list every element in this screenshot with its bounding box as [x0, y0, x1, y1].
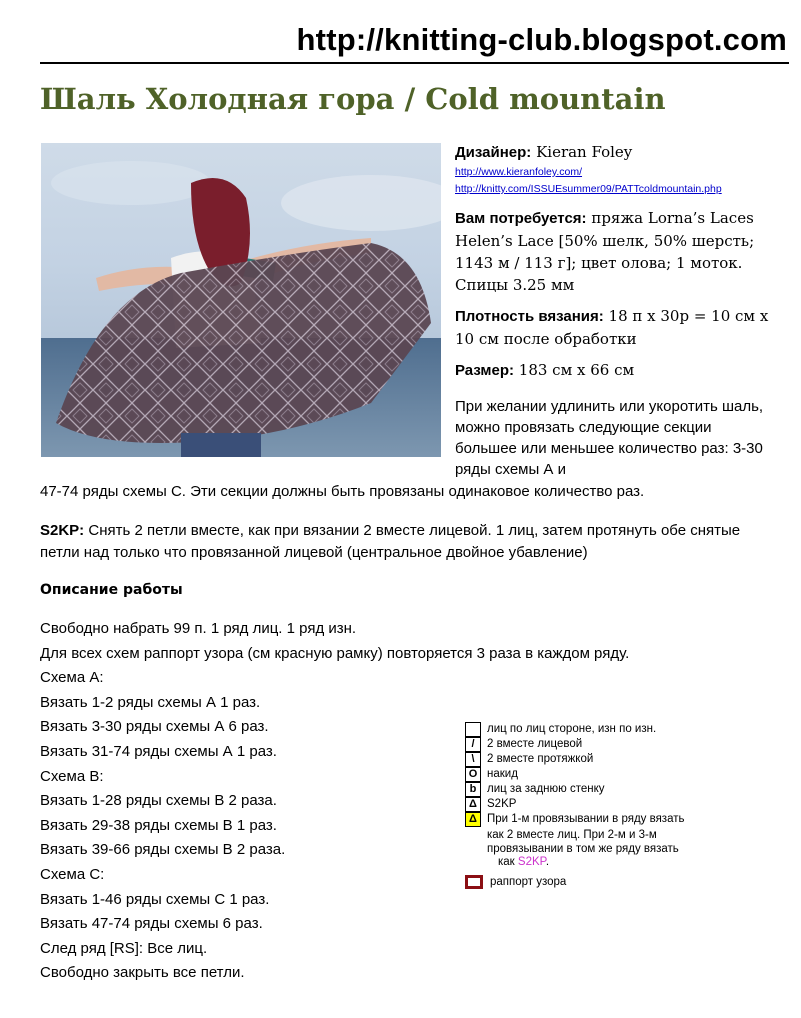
materials-value: пряжа Lorna’s Laces Helen’s Lace [50% шелк, 50% шерсть; 1143 м / 113 г]; цвет олова; 1 моток. Спицы 3.25 мм — [455, 209, 755, 294]
instruction-line: Вязать 31-74 ряды схемы А 1 раз. — [40, 742, 277, 760]
instruction-line: Вязать 39-66 ряды схемы В 2 раза. — [40, 841, 286, 859]
site-url: http://knitting-club.blogspot.com — [296, 22, 787, 57]
chart-legend — [465, 722, 710, 890]
instruction-line: Схема А: — [40, 669, 104, 687]
s2kp-text: Снять 2 петли вместе, как при вязании 2 вместе лицевой. 1 лиц, затем протянуть обе снятые петли над только что провязанной лицевой (центральное двойное убавление) — [40, 522, 741, 561]
legend-yo-label: накид — [487, 768, 518, 780]
legend-special-line4-prefix: как — [498, 856, 518, 868]
gauge-line — [455, 305, 790, 350]
spacer — [455, 296, 790, 305]
size-line — [455, 359, 790, 382]
spacer — [455, 350, 790, 359]
description-heading: Описание работы — [40, 582, 183, 598]
triangle-icon: Δ — [465, 797, 481, 812]
legend-ssk-label: 2 вместе протяжкой — [487, 753, 594, 765]
b-letter-icon: b — [465, 782, 481, 797]
knitty-pattern-link[interactable]: http://knitty.com/ISSUEsummer09/PATTcoldmountain.php — [455, 183, 722, 195]
legend-special-line3: провязывании в том же ряду вязать — [487, 842, 679, 855]
designer-value: Kieran Foley — [531, 143, 633, 161]
legend-knit-label: лиц по лиц стороне, изн по изн. — [487, 723, 657, 735]
adjust-length-text: При желании удлинить или укоротить шаль, можно провязать следующие секции большее или меньшее количество раз: 3-30 ряды схемы А и — [455, 398, 764, 478]
empty-square-icon — [465, 722, 481, 737]
instruction-line: Свободно закрыть все петли. — [40, 964, 245, 982]
legend-special — [465, 812, 710, 827]
designer-site-link[interactable]: http://www.kieranfoley.com/ — [455, 166, 583, 178]
instruction-line: Схема В: — [40, 767, 104, 785]
instruction-line: След ряд [RS]: Все лиц. — [40, 939, 208, 957]
instruction-line: Для всех схем раппорт узора (см красную рамку) повторяется 3 раза в каждом ряду. — [40, 644, 630, 662]
materials-line — [455, 207, 790, 296]
size-label: Размер: — [455, 362, 515, 379]
legend-special-line4 — [465, 856, 710, 870]
legend-ssk — [465, 752, 710, 767]
legend-special-line1: При 1-м провязывании в ряду вязать — [487, 813, 685, 825]
legend-k2tog-label: 2 вместе лицевой — [487, 738, 583, 750]
slash-icon: / — [465, 737, 481, 752]
size-value: 183 см х 66 см — [514, 361, 635, 379]
instruction-line: Вязать 47-74 ряды схемы 6 раз. — [40, 915, 263, 933]
s2kp-label: S2KP: — [40, 522, 85, 539]
red-frame-icon — [465, 875, 483, 889]
instruction-line: Схема С: — [40, 865, 105, 883]
header-divider — [40, 62, 789, 64]
legend-s2kp — [465, 797, 710, 812]
yellow-triangle-icon: Δ — [465, 812, 481, 827]
designer-line — [455, 141, 790, 164]
instruction-line: Вязать 1-2 ряды схемы А 1 раз. — [40, 693, 261, 711]
gauge-label: Плотность вязания: — [455, 308, 604, 325]
legend-yo — [465, 767, 710, 782]
adjust-length-text-continued: 47-74 ряды схемы С. Эти секции должны быть провязаны одинаковое количество раз. — [40, 483, 645, 500]
instruction-line: Вязать 3-30 ряды схемы А 6 раз. — [40, 718, 269, 736]
instruction-line: Вязать 1-46 ряды схемы С 1 раз. — [40, 890, 270, 908]
instruction-line: Вязать 29-38 ряды схемы В 1 раз. — [40, 816, 277, 834]
page-title: Шаль Холодная гора / Cold mountain — [40, 82, 666, 116]
legend-knit — [465, 722, 710, 737]
s2kp-definition — [40, 520, 780, 564]
pattern-info — [455, 141, 790, 382]
legend-ktbl-label: лиц за заднюю стенку — [487, 783, 605, 795]
legend-special-highlight: S2KP — [517, 856, 546, 868]
materials-label: Вам потребуется: — [455, 210, 587, 227]
woman-holding-lace-shawl-photo — [41, 143, 441, 457]
gauge-value: 18 п х 30р = 10 см х 10 см после обработки — [455, 307, 769, 348]
instruction-line: Свободно набрать 99 п. 1 ряд лиц. 1 ряд изн. — [40, 620, 357, 637]
circle-icon: O — [465, 767, 481, 782]
legend-ktbl — [465, 782, 710, 797]
backslash-icon: \ — [465, 752, 481, 767]
photo-illustration — [41, 143, 441, 457]
spacer — [455, 198, 790, 207]
legend-special-line4-suffix: . — [545, 856, 550, 868]
legend-s2kp-label: S2KP — [487, 798, 517, 810]
legend-special-line2: как 2 вместе лиц. При 2-м и 3-м — [487, 829, 657, 841]
designer-label: Дизайнер: — [455, 144, 532, 161]
instruction-line: Вязать 1-28 ряды схемы В 2 раза. — [40, 792, 277, 810]
legend-repeat-label: раппорт узора — [490, 875, 567, 888]
legend-repeat — [465, 875, 710, 890]
legend-k2tog — [465, 737, 710, 752]
